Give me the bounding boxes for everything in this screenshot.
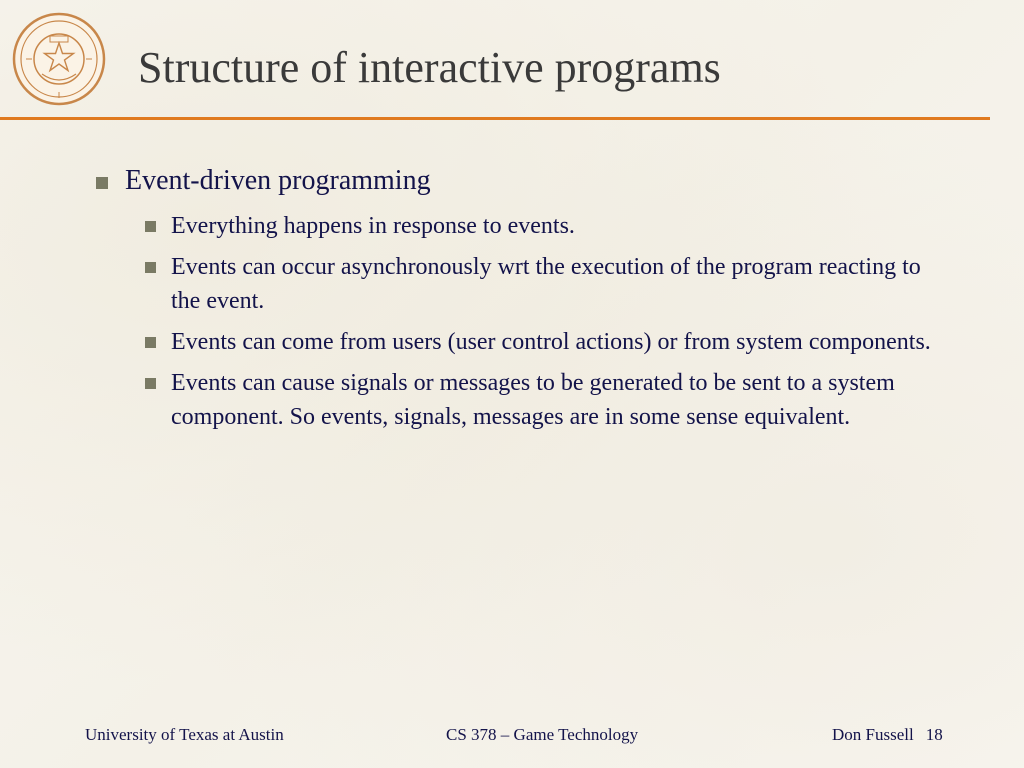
slide-title: Structure of interactive programs	[138, 43, 721, 92]
sub-bullet	[145, 325, 945, 359]
sub-bullet	[145, 250, 945, 318]
footer-author-page	[832, 724, 943, 746]
page-number: 18	[925, 725, 943, 744]
footer-author: Don Fussell	[832, 725, 914, 744]
square-bullet-icon	[145, 337, 156, 348]
sub-bullet	[145, 366, 945, 434]
footer-institution: University of Texas at Austin	[85, 725, 284, 744]
sub-bullet-text: Events can cause signals or messages to be generated to be sent to a system component. So events, signals, messages are in some sense equivalent.	[171, 370, 895, 430]
title-divider	[0, 117, 990, 120]
sub-bullet	[145, 209, 945, 243]
sub-bullet-text: Events can occur asynchronously wrt the execution of the program reacting to the event.	[171, 254, 921, 314]
footer-course: CS 378 – Game Technology	[446, 725, 639, 744]
bullet-text: Event-driven programming	[125, 165, 431, 196]
square-bullet-icon	[145, 221, 156, 232]
sub-bullet-text: Events can come from users (user control actions) or from system components.	[171, 329, 931, 355]
sub-bullet-text: Everything happens in response to events.	[171, 213, 575, 239]
sub-bullet-list	[145, 209, 945, 441]
university-seal-icon	[12, 12, 106, 106]
square-bullet-icon	[145, 378, 156, 389]
square-bullet-icon	[96, 177, 108, 189]
square-bullet-icon	[145, 262, 156, 273]
